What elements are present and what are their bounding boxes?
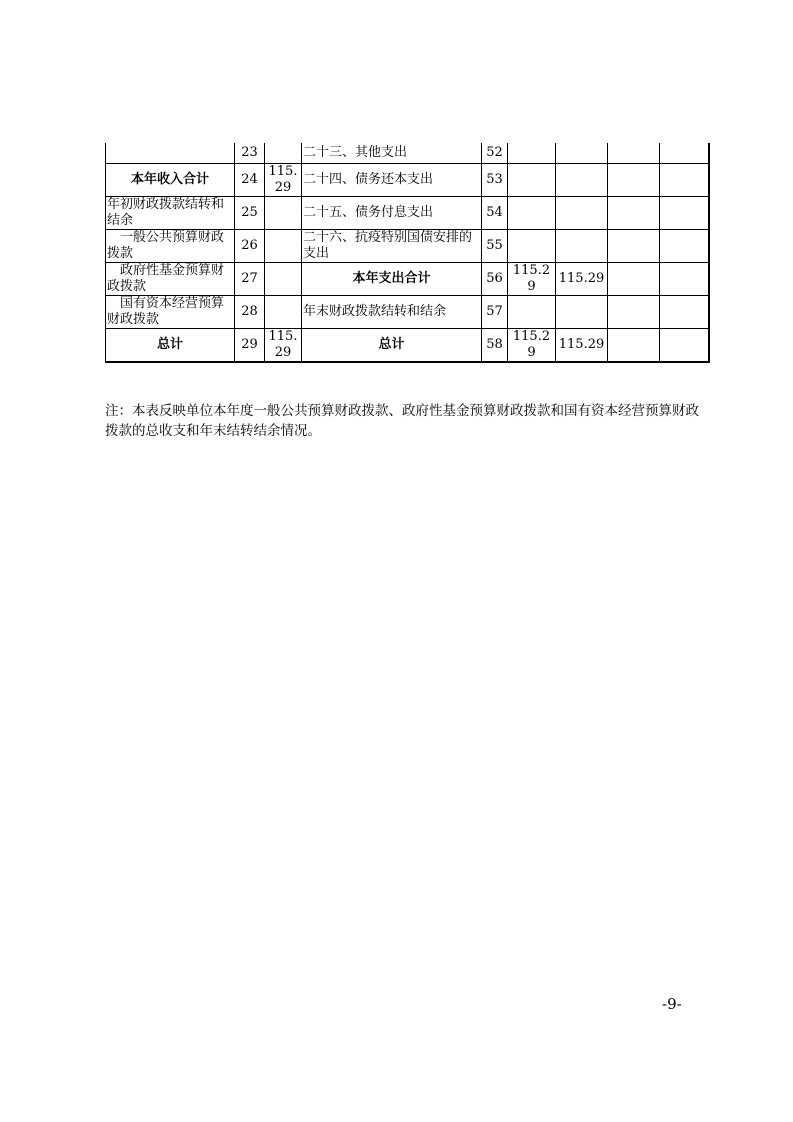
expense-line-no: 53 [482,163,508,196]
expense-label: 二十五、债务付息支出 [302,196,482,229]
income-label: 本年收入合计 [106,163,235,196]
expense-general-budget: 115.29 [556,328,608,362]
expense-general-budget [556,196,608,229]
income-line-no: 26 [235,229,265,262]
expense-total [508,229,556,262]
income-label: 年初财政拨款结转和结余 [106,196,235,229]
expense-line-no: 54 [482,196,508,229]
expense-total: 115.29 [508,328,556,362]
table-row [106,163,709,196]
income-amount [265,143,302,163]
expense-label: 二十四、债务还本支出 [302,163,482,196]
expense-label: 本年支出合计 [302,262,482,295]
income-amount: 115.29 [265,328,302,362]
expense-general-budget [556,295,608,328]
income-label: 总计 [106,328,235,362]
expense-line-no: 56 [482,262,508,295]
income-line-no: 28 [235,295,265,328]
expense-label: 总计 [302,328,482,362]
table-row [106,143,709,163]
expense-general-budget [556,143,608,163]
expense-state-capital [660,262,709,295]
expense-state-capital [660,143,709,163]
income-amount [265,295,302,328]
expense-line-no: 58 [482,328,508,362]
expense-gov-fund [608,196,660,229]
expense-gov-fund [608,143,660,163]
income-amount [265,196,302,229]
expense-total [508,163,556,196]
expense-label: 二十三、其他支出 [302,143,482,163]
expense-label: 二十六、抗疫特别国债安排的支出 [302,229,482,262]
expense-gov-fund [608,295,660,328]
expense-state-capital [660,295,709,328]
income-line-no: 29 [235,328,265,362]
page-number: -9- [662,995,682,1013]
expense-gov-fund [608,163,660,196]
expense-line-no: 55 [482,229,508,262]
expense-general-budget [556,229,608,262]
income-label: 一般公共预算财政拨款 [106,229,235,262]
income-label: 国有资本经营预算财政拨款 [106,295,235,328]
income-amount [265,229,302,262]
expense-total: 115.29 [508,262,556,295]
table-row [106,196,709,229]
expense-state-capital [660,229,709,262]
expense-gov-fund [608,262,660,295]
income-amount [265,262,302,295]
expense-general-budget: 115.29 [556,262,608,295]
income-amount: 115.29 [265,163,302,196]
table-row [106,229,709,262]
table-note: 注：本表反映单位本年度一般公共预算财政拨款、政府性基金预算财政拨款和国有资本经营预算财政拨款的总收支和年末结转结余情况。 [105,403,699,439]
expense-gov-fund [608,328,660,362]
table-row [106,328,709,362]
expense-state-capital [660,163,709,196]
income-line-no: 24 [235,163,265,196]
expense-total [508,295,556,328]
income-label [106,143,235,163]
expense-line-no: 57 [482,295,508,328]
table-row [106,295,709,328]
income-label: 政府性基金预算财政拨款 [106,262,235,295]
expense-state-capital [660,196,709,229]
expense-total [508,196,556,229]
expense-line-no: 52 [482,143,508,163]
fiscal-appropriation-table [105,143,710,363]
expense-gov-fund [608,229,660,262]
expense-state-capital [660,328,709,362]
expense-general-budget [556,163,608,196]
table-row [106,262,709,295]
income-line-no: 27 [235,262,265,295]
expense-total [508,143,556,163]
income-line-no: 25 [235,196,265,229]
income-line-no: 23 [235,143,265,163]
expense-label: 年末财政拨款结转和结余 [302,295,482,328]
